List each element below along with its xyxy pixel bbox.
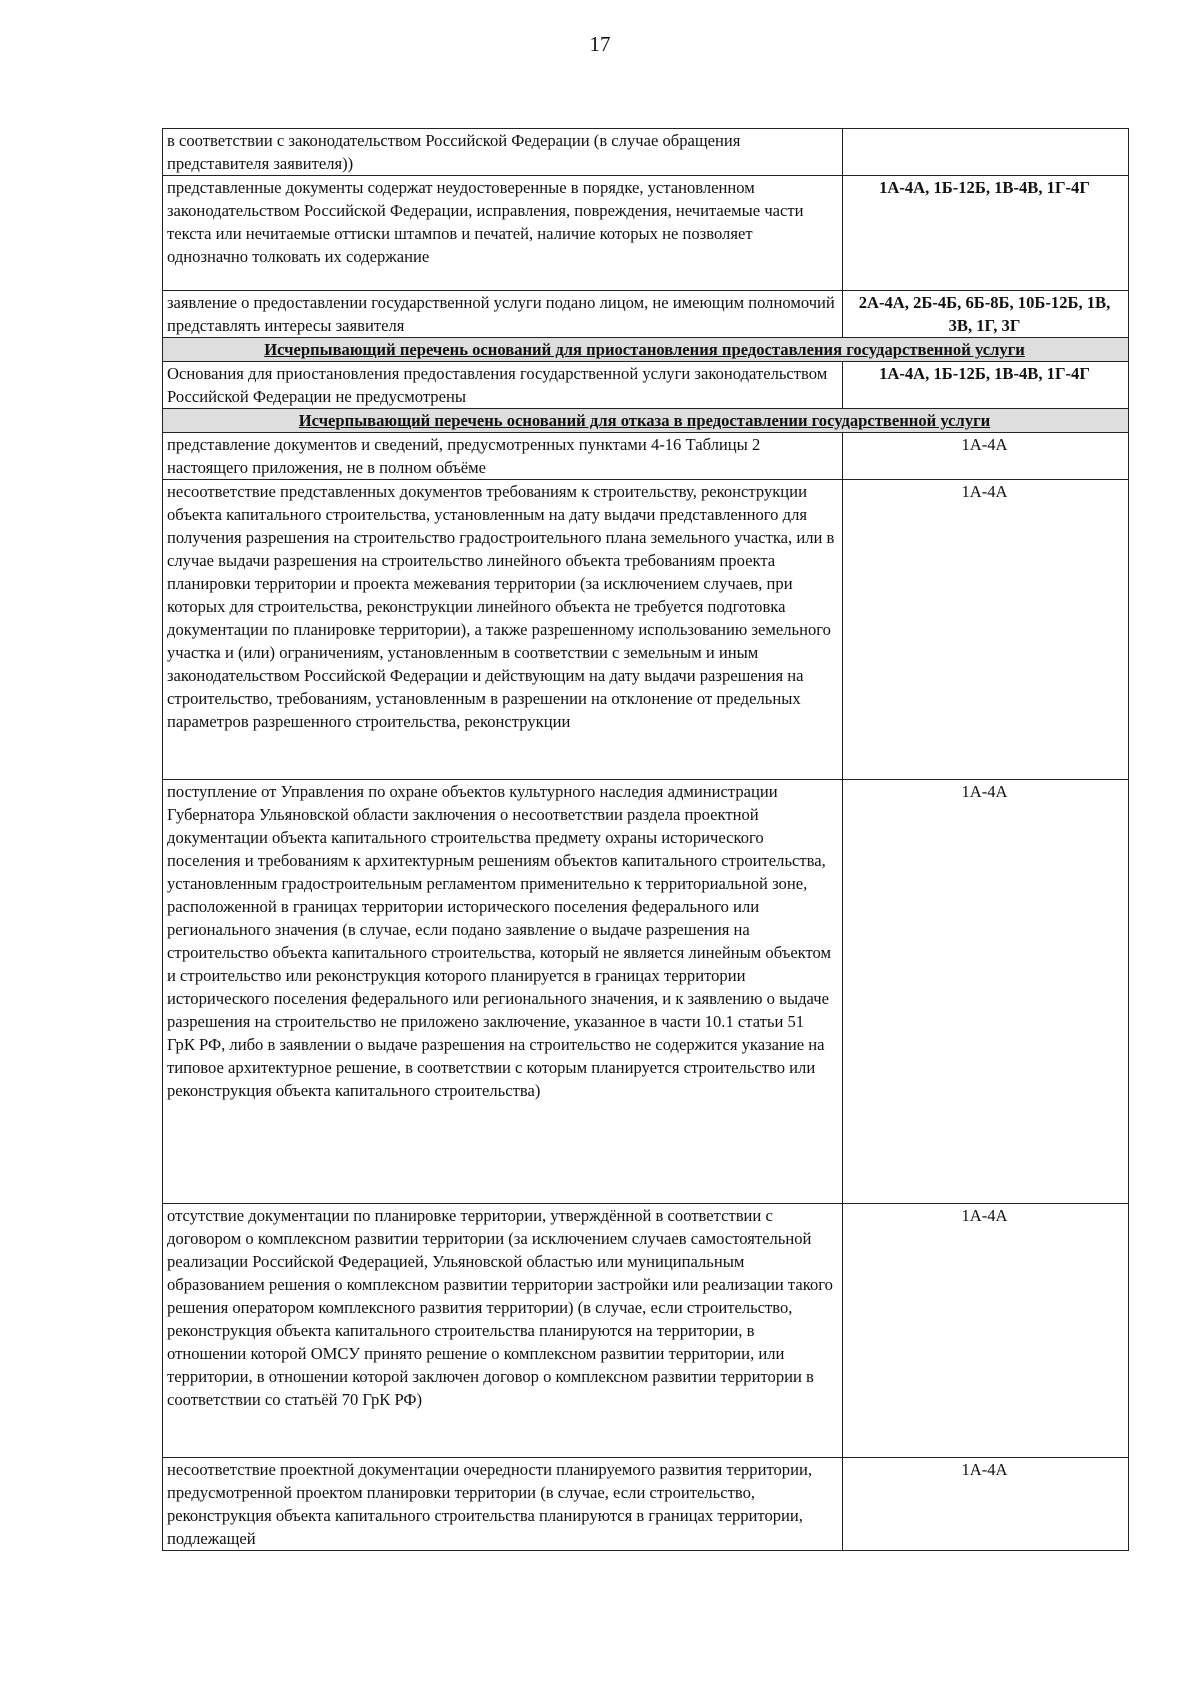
section-header-row: [163, 338, 1129, 362]
grounds-table: [162, 128, 1129, 1551]
ground-text: заявление о предоставлении государственной услуги подано лицом, не имеющим полномочий представлять интересы заявителя: [163, 291, 843, 338]
code-cell: 1А-4А: [843, 1204, 1129, 1458]
code-cell: 1А-4А: [843, 433, 1129, 480]
table-row: [163, 1204, 1129, 1458]
table-row: [163, 362, 1129, 409]
section-heading-suspension: Исчерпывающий перечень оснований для приостановления предоставления государственной услуги: [163, 338, 1129, 362]
ground-text: в соответствии с законодательством Российской Федерации (в случае обращения представителя заявителя)): [163, 129, 843, 176]
ground-text: представленные документы содержат неудостоверенные в порядке, установленном законодательством Российской Федерации, исправления, повреждения, нечитаемые части текста или нечитаемые оттиски штампов и печатей, наличие которых не позволяет однозначно толковать их содержание: [163, 176, 843, 291]
table-row: [163, 291, 1129, 338]
table-row: [163, 1458, 1129, 1551]
ground-text: несоответствие представленных документов требованиям к строительству, реконструкции объекта капитального строительства, установленным на дату выдачи представленного для получения разрешения на строительство градостроительного плана земельного участка, или в случае выдачи разрешения на строительство линейного объекта требованиям проекта планировки территории и проекта межевания территории (за исключением случаев, при которых для строительства, реконструкции линейного объекта не требуется подготовка документации по планировке территории), а также разрешенному использованию земельного участка и (или) ограничениям, установленным в соответствии с земельным и иным законодательством Российской Федерации и действующим на дату выдачи разрешения на строительство, требованиям, установленным в разрешении на отклонение от предельных параметров разрешенного строительства, реконструкции: [163, 480, 843, 780]
code-cell: [843, 129, 1129, 176]
section-header-row: [163, 409, 1129, 433]
page-number: 17: [589, 32, 611, 56]
table-row: [163, 480, 1129, 780]
ground-text: представление документов и сведений, предусмотренных пунктами 4-16 Таблицы 2 настоящего приложения, не в полном объёме: [163, 433, 843, 480]
ground-text: поступление от Управления по охране объектов культурного наследия администрации Губернатора Ульяновской области заключения о несоответствии раздела проектной документации объекта капитального строительства предмету охраны исторического поселения и требованиям к архитектурным решениям объектов капитального строительства, установленным градостроительным регламентом применительно к территориальной зоне, расположенной в границах территории исторического поселения федерального или регионального значения (в случае, если подано заявление о выдаче разрешения на строительство объекта капитального строительства, который не является линейным объектом и строительство или реконструкция которого планируется в границах территории исторического поселения федерального или регионального значения, и к заявлению о выдаче разрешения на строительство не приложено заключение, указанное в части 10.1 статьи 51 ГрК РФ, либо в заявлении о выдаче разрешения на строительство не содержится указание на типовое архитектурное решение, в соответствии с которым планируется строительство или реконструкция объекта капитального строительства): [163, 780, 843, 1204]
ground-text: отсутствие документации по планировке территории, утверждённой в соответствии с договором о комплексном развитии территории (за исключением случаев самостоятельной реализации Российской Федерацией, Ульяновской областью или муниципальным образованием решения о комплексном развитии территории застройки или реализации такого решения оператором комплексного развития территории) (в случае, если строительство, реконструкция объекта капитального строительства планируются на территории, в отношении которой ОМСУ принято решение о комплексном развитии территории, или территории, в отношении которой заключен договор о комплексном развитии территории в соответствии со статьёй 70 ГрК РФ): [163, 1204, 843, 1458]
table-row: [163, 433, 1129, 480]
table-row: [163, 129, 1129, 176]
ground-text: Основания для приостановления предоставления государственной услуги законодательством Российской Федерации не предусмотрены: [163, 362, 843, 409]
code-cell: 1А-4А: [843, 480, 1129, 780]
code-cell: 1А-4А: [843, 780, 1129, 1204]
ground-text: несоответствие проектной документации очередности планируемого развития территории, предусмотренной проектом планировки территории (в случае, если строительство, реконструкция объекта капитального строительства планируются в границах территории, подлежащей: [163, 1458, 843, 1551]
table-row: [163, 780, 1129, 1204]
code-cell: 2А-4А, 2Б-4Б, 6Б-8Б, 10Б-12Б, 1В, 3В, 1Г, 3Г: [843, 291, 1129, 338]
code-cell: 1А-4А: [843, 1458, 1129, 1551]
code-cell: 1А-4А, 1Б-12Б, 1В-4В, 1Г-4Г: [843, 362, 1129, 409]
table-row: [163, 176, 1129, 291]
section-heading-refusal: Исчерпывающий перечень оснований для отказа в предоставлении государственной услуги: [163, 409, 1129, 433]
code-cell: 1А-4А, 1Б-12Б, 1В-4В, 1Г-4Г: [843, 176, 1129, 291]
